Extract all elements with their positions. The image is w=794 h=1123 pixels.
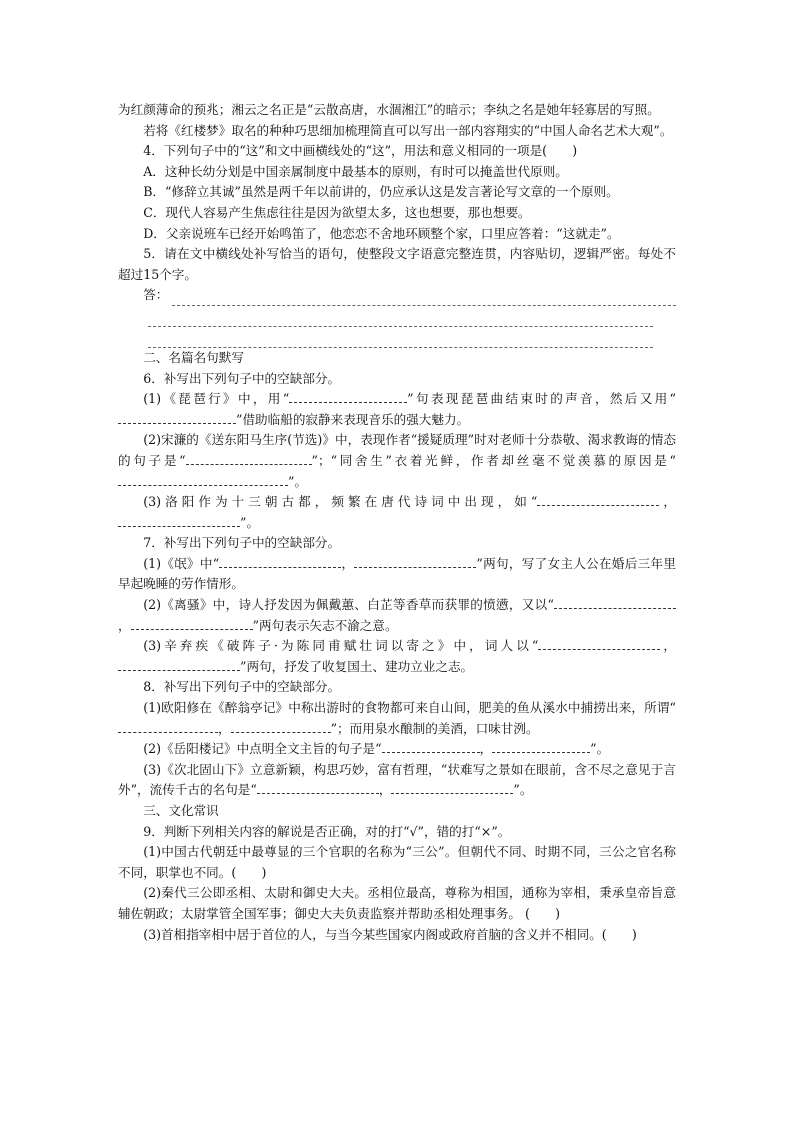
question-4-option-d: D．父亲说班车已经开始鸣笛了，他恋恋不舍地环顾整个家，口里应答着：“这就走”。 [143, 225, 620, 241]
fill-blank[interactable] [118, 411, 236, 424]
question-8-stem: 8．补写出下列句子中的空缺部分。 [143, 679, 341, 695]
fill-blank[interactable] [354, 555, 476, 568]
question-7-item-2: (2)《离骚》中，诗人抒发因为佩戴蕙、白芷等香草而获罪的愤懑，又以“， ”两句表示矢志不渝之意。 [118, 595, 676, 636]
fill-blank[interactable] [118, 720, 218, 733]
question-8-item-3: (3)《次北固山下》立意新颖，构思巧妙，富有哲理，“状难写之景如在眼前，含不尽之意见于言外”，流传千古的名句是“ ， ”。 [118, 761, 676, 798]
passage-paragraph: 为红颜薄命的预兆；湘云之名正是“云散高唐，水涸湘江”的暗示；李纨之名是她年轻寡居的写照。 [118, 102, 660, 117]
fill-blank[interactable] [186, 452, 312, 465]
question-5-stem: 5．请在文中横线处补写恰当的语句，使整段文字语意完整连贯，内容贴切，逻辑严密。每处不超过15个字。 [118, 246, 676, 282]
fill-blank[interactable] [231, 720, 331, 733]
question-9-stem: 9．判断下列相关内容的解说是否正确，对的打“√”，错的打“×”。 [143, 823, 511, 839]
question-8-item-1: (1)欧阳修在《醉翁亭记》中称出游时的食物都可来自山间，肥美的鱼从溪水中捕捞出来，所谓“， ”；而用泉水酿制的美酒，口味甘洌。 [118, 698, 676, 739]
question-6-item-1: (1)《琵琶行》中，用“ ”句表现琵琶曲结束时的声音，然后又用“”借助临船的寂静来表现音乐的强大魅力。 [118, 389, 676, 430]
answer-line[interactable] [172, 291, 676, 306]
question-6-item-2: (2)宋濂的《送东阳马生序(节选)》中，表现作者“援疑质理”时对老师十分恭敬、渴求教诲的情态的句子是“ ”；“同舍生”衣着光鲜，作者却丝毫不觉羡慕的原因是“”。 [118, 432, 676, 489]
fill-blank[interactable] [554, 596, 676, 609]
answer-label: 答： [143, 287, 169, 303]
question-9-item-3: (3)首相指宰相中居于首位的人，与当今某些国家内阁或政府首脑的含义并不相同。( ) [143, 926, 637, 942]
fill-blank[interactable] [118, 473, 288, 486]
fill-blank[interactable] [118, 658, 240, 671]
question-4-stem: 4．下列句子中的“这”和文中画横线处的“这”，用法和意义相同的一项是( ) [143, 143, 578, 159]
section-heading: 二、名篇名句默写 [143, 349, 244, 365]
fill-blank[interactable] [391, 781, 513, 794]
fill-blank[interactable] [219, 555, 341, 568]
question-9-item-2: (2)秦代三公即丞相、太尉和御史大夫。丞相位最高，尊称为相国，通称为宰相，秉承皇帝旨意辅佐朝政；太尉掌管全国军事；御史大夫负责监察并帮助丞相处理事务。 ( ) [118, 885, 676, 921]
fill-blank[interactable] [537, 493, 659, 506]
fill-blank[interactable] [382, 740, 480, 753]
fill-blank[interactable] [492, 740, 590, 753]
answer-line[interactable] [148, 327, 653, 348]
fill-blank[interactable] [257, 781, 379, 794]
question-7-item-1: (1)《氓》中“ ， ”两句，写了女主人公在婚后三年里早起晚睡的劳作情形。 [118, 555, 676, 592]
question-8-item-2: (2)《岳阳楼记》中点明全文主旨的句子是“ ， ”。 [143, 741, 610, 757]
question-7-stem: 7．补写出下列句子中的空缺部分。 [143, 535, 341, 551]
answer-line[interactable] [148, 306, 653, 327]
passage-paragraph: 若将《红楼梦》取名的种种巧思细加梳理简直可以写出一部内容翔实的“中国人命名艺术大观”。 [143, 122, 673, 138]
fill-blank[interactable] [289, 390, 407, 403]
question-9-item-1: (1)中国古代朝廷中最尊显的三个官职的名称为“三公”。但朝代不同、时期不同，三公之官名称不同，职掌也不同。( ) [118, 844, 676, 880]
fill-blank[interactable] [538, 637, 660, 650]
question-6-stem: 6．补写出下列句子中的空缺部分。 [143, 370, 341, 386]
fill-blank[interactable] [131, 617, 253, 630]
exam-page [118, 100, 676, 945]
section-heading: 三、文化常识 [143, 803, 219, 818]
question-4-option-c: C．现代人容易产生焦虑往往是因为欲望太多，这也想要，那也想要。 [143, 204, 531, 220]
question-7-item-3: (3)辛弃疾《破阵子·为陈同甫赋壮词以寄之》中，词人以“ ，”两句，抒发了收复国土、建功立业之志。 [118, 636, 676, 677]
question-4-option-a: A．这种长幼分划是中国亲属制度中最基本的原则，有时可以掩盖世代原则。 [143, 163, 568, 179]
question-4-option-b: B．“修辞立其诚”虽然是两千年以前讲的，仍应承认这是发言著论写文章的一个原则。 [143, 184, 619, 200]
question-6-item-3: (3)洛阳作为十三朝古都，频繁在唐代诗词中出现，如“ ，”。 [118, 492, 676, 533]
fill-blank[interactable] [118, 514, 240, 527]
answer-area [118, 285, 676, 306]
